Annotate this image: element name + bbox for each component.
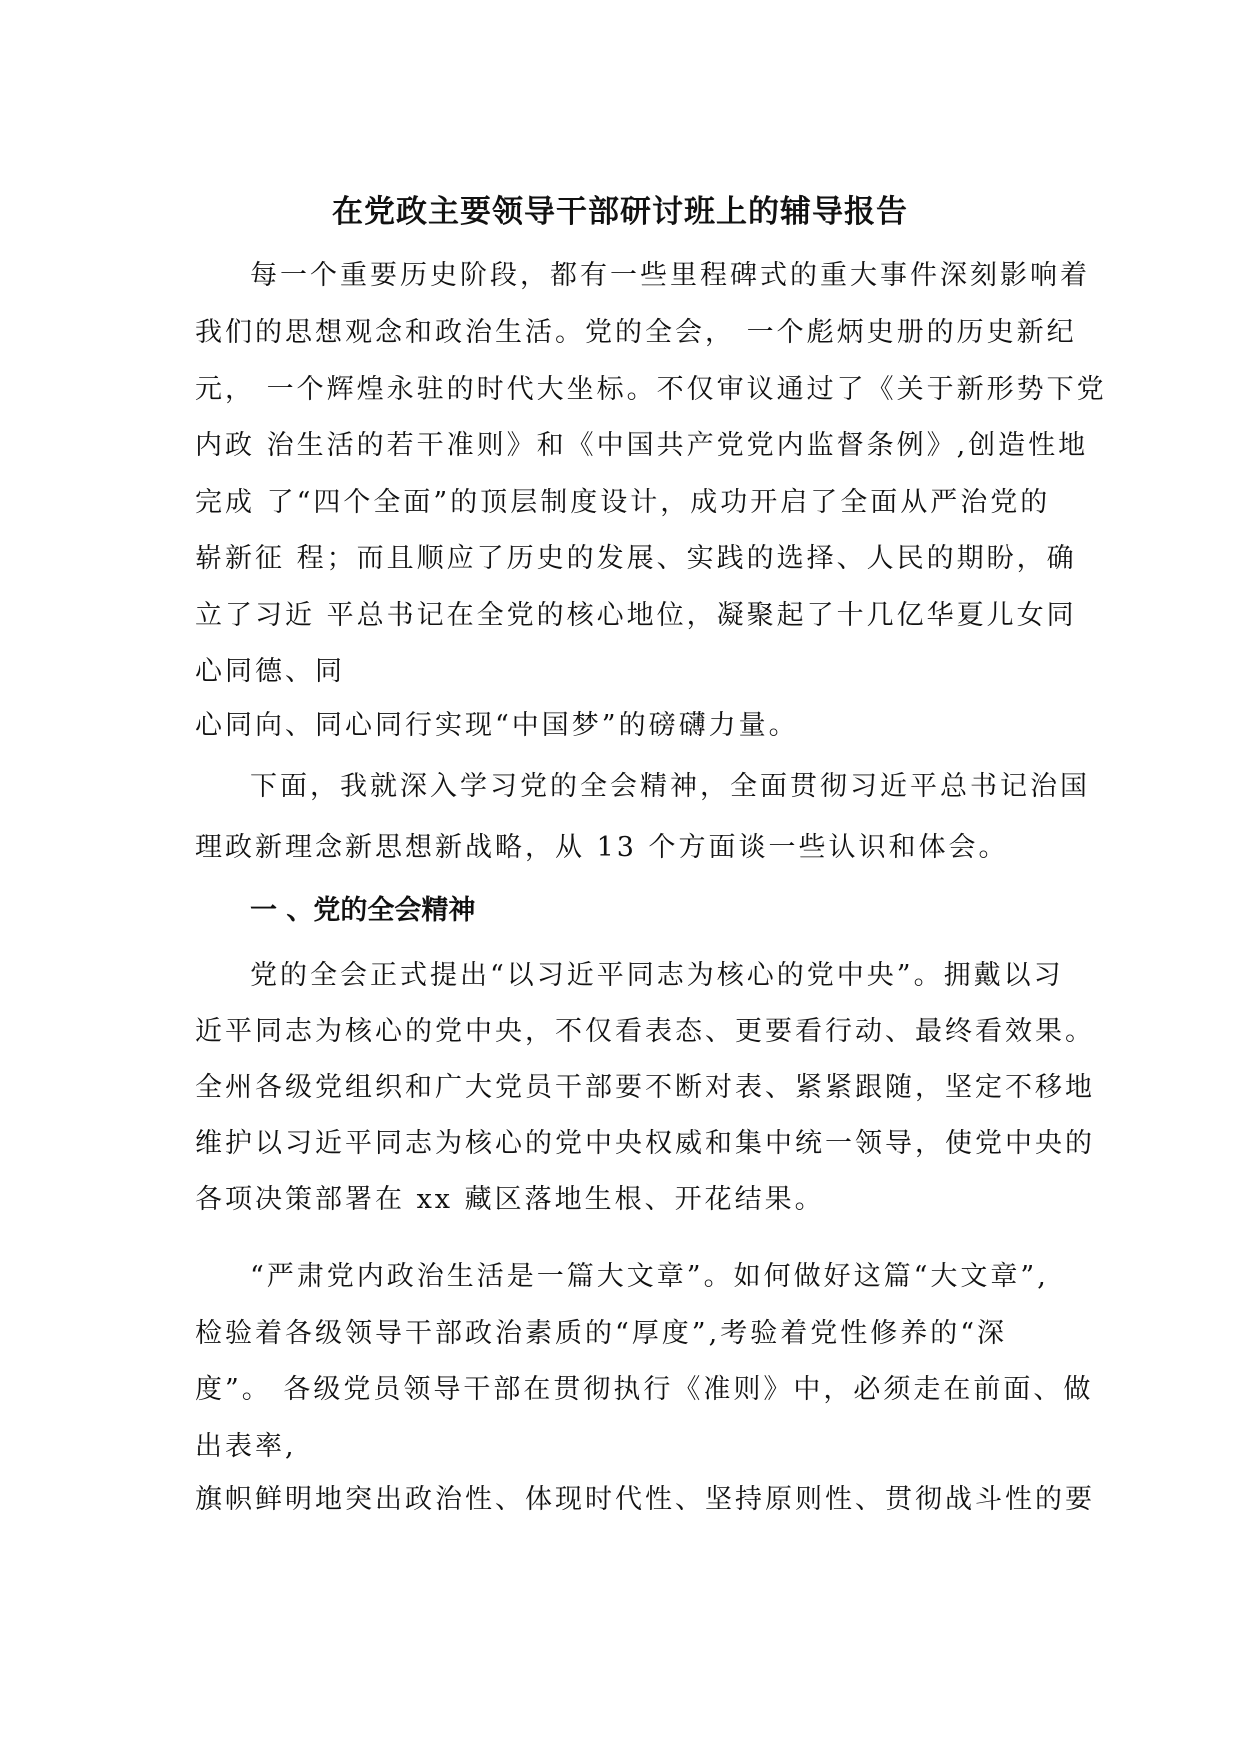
paragraph-2-line-2: 理政新理念新思想新战略，从 13 个方面谈一些认识和体会。 [195, 832, 1009, 863]
paragraph-3-line-4: 维护以习近平同志为核心的党中央权威和集中统一领导，使党中央的 [195, 1128, 1095, 1159]
paragraph-1-line-1: 每一个重要历史阶段，都有一些里程碑式的重大事件深刻影响着 [250, 260, 1090, 291]
paragraph-1-line-3: 元， 一个辉煌永驻的时代大坐标。不仅审议通过了《关于新形势下党 [195, 374, 1107, 405]
paragraph-1-line-5: 完成 了“四个全面”的顶层制度设计，成功开启了全面从严治党的 [195, 487, 1051, 518]
paragraph-1-line-4: 内政 治生活的若干准则》和《中国共产党党内监督条例》,创造性地 [195, 430, 1089, 461]
paragraph-1-line-2: 我们的思想观念和政治生活。党的全会， 一个彪炳史册的历史新纪 [195, 317, 1077, 348]
paragraph-4-line-3: 度”。 各级党员领导干部在贯彻执行《准则》中，必须走在前面、做 [195, 1374, 1094, 1405]
paragraph-2-line-1: 下面，我就深入学习党的全会精神，全面贯彻习近平总书记治国 [250, 771, 1090, 802]
paragraph-4-line-2: 检验着各级领导干部政治素质的“厚度”,考验着党性修养的“深 [195, 1318, 1007, 1349]
paragraph-3-line-2: 近平同志为核心的党中央，不仅看表态、更要看行动、最终看效果。 [195, 1016, 1095, 1047]
paragraph-1-line-8: 心同德、同 [195, 656, 345, 687]
paragraph-1-line-6: 崭新征 程；而且顺应了历史的发展、实践的选择、人民的期盼，确 [195, 543, 1077, 574]
paragraph-4-line-1: “严肃党内政治生活是一篇大文章”。如何做好这篇“大文章”, [250, 1261, 1049, 1292]
paragraph-4-line-4: 出表率, [195, 1431, 297, 1462]
section-heading: 一 、党的全会精神 [250, 895, 476, 926]
paragraph-4-line-5: 旗帜鲜明地突出政治性、体现时代性、坚持原则性、贯彻战斗性的要 [195, 1484, 1095, 1515]
paragraph-1-line-7: 立了习近 平总书记在全党的核心地位，凝聚起了十几亿华夏儿女同 [195, 600, 1077, 631]
document-title: 在党政主要领导干部研讨班上的辅导报告 [332, 194, 908, 230]
paragraph-3-line-3: 全州各级党组织和广大党员干部要不断对表、紧紧跟随，坚定不移地 [195, 1072, 1095, 1103]
paragraph-3-line-5: 各项决策部署在 xx 藏区落地生根、开花结果。 [195, 1184, 825, 1215]
paragraph-3-line-1: 党的全会正式提出“以习近平同志为核心的党中央”。拥戴以习 [250, 960, 1064, 991]
paragraph-1-line-9: 心同向、同心同行实现“中国梦”的磅礴力量。 [195, 710, 799, 741]
